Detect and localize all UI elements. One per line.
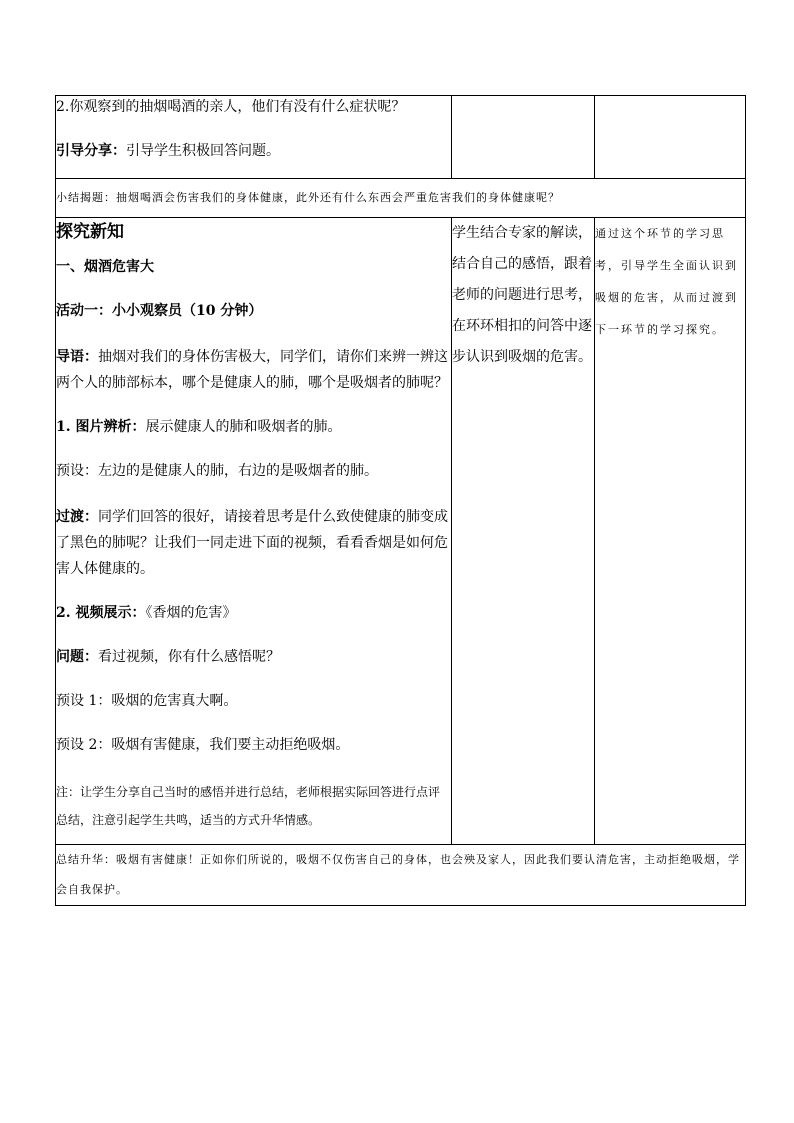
subsection-heading: 一、烟酒危害大 — [56, 259, 154, 275]
preset-2: 预设 2：吸烟有害健康，我们要主动拒绝吸烟。 — [56, 737, 350, 753]
observation-question: 2.你观察到的抽烟喝酒的亲人，他们有没有什么症状呢？ — [56, 99, 406, 115]
teacher-note: 注：让学生分享自己当时的感悟并进行总结，老师根据实际回答进行点评总结，注意引起学生共鸣，适当的方式升华情感。 — [56, 785, 441, 827]
item-picture-analysis — [56, 416, 451, 438]
guide-share-text: 引导学生积极回答问题。 — [126, 143, 280, 159]
transition-label: 过渡： — [56, 509, 98, 525]
empty-cell — [452, 96, 595, 179]
item2-text: 《香烟的危害》 — [145, 605, 237, 621]
item2-label: 2. 视频展示： — [56, 605, 146, 621]
student-activity-cell: 学生结合专家的解读，结合自己的感悟，跟着老师的问题进行思考，在环环相扣的问答中逐步认识到吸烟的危害。 — [452, 218, 595, 845]
table-row — [56, 96, 746, 179]
question-label: 问题： — [56, 649, 98, 665]
empty-cell — [595, 96, 746, 179]
guide-share-label: 引导分享： — [56, 143, 126, 159]
intro-paragraph — [56, 344, 451, 396]
guide-share — [56, 140, 451, 162]
table-row — [56, 845, 746, 906]
conclusion-cell: 总结升华：吸烟有害健康！正如你们所说的，吸烟不仅伤害自己的身体，也会殃及家人，因此我们要认清危害，主动拒绝吸烟，学会自我保护。 — [56, 845, 746, 906]
summary-cell: 小结揭题：抽烟喝酒会伤害我们的身体健康，此外还有什么东西会严重危害我们的身体健康呢？ — [56, 179, 746, 218]
preset-answer: 预设：左边的是健康人的肺，右边的是吸烟者的肺。 — [56, 463, 378, 479]
item-video — [56, 602, 451, 624]
intro-text: 抽烟对我们的身体伤害极大，同学们，请你们来辨一辨这两个人的肺部标本，哪个是健康人的肺，哪个是吸烟者的肺呢？ — [56, 349, 448, 391]
question-text: 看过视频，你有什么感悟呢？ — [98, 649, 280, 665]
item1-text: 展示健康人的肺和吸烟者的肺。 — [145, 419, 342, 435]
transition-text: 同学们回答的很好，请接着思考是什么致使健康的肺变成了黑色的肺呢？让我们一同走进下面的视频，看看香烟是如何危害人体健康的。 — [56, 509, 448, 577]
main-content-cell — [56, 218, 452, 845]
transition-paragraph — [56, 504, 451, 582]
table-row — [56, 218, 746, 845]
table-row — [56, 179, 746, 218]
item1-label: 1. 图片辨析： — [56, 419, 146, 435]
question-cell — [56, 96, 452, 179]
section-title: 探究新知 — [56, 222, 124, 242]
intro-label: 导语： — [56, 349, 98, 365]
design-intent-cell: 通过这个环节的学习思考，引导学生全面认识到吸烟的危害，从而过渡到下一环节的学习探究。 — [595, 218, 746, 845]
preset-1: 预设 1：吸烟的危害真大啊。 — [56, 693, 238, 709]
lesson-plan-table — [55, 95, 746, 906]
question-paragraph — [56, 646, 451, 668]
activity-heading: 活动一：小小观察员（10 分钟） — [56, 303, 263, 319]
